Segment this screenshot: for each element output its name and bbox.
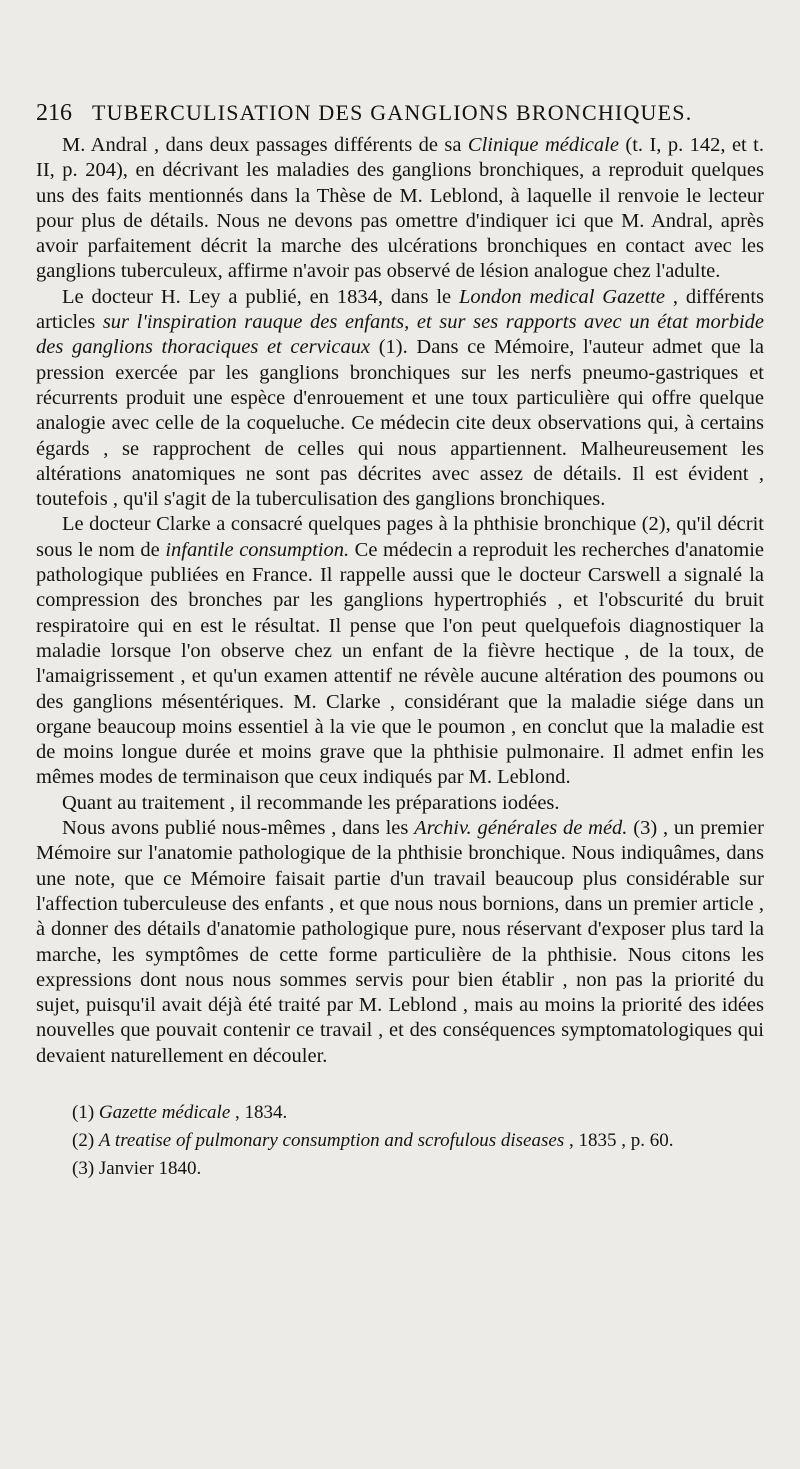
footnote	[36, 1099, 764, 1127]
italic-title: Gazette médicale	[98, 1101, 231, 1123]
footnote-number: (3)	[72, 1157, 99, 1179]
paragraph-text: (t. I, p. 142, et t. II, p. 204), en décrivant les maladies des ganglions bronchiques, a reproduit quelques uns des faits mentionnés dans la Thèse de M. Leblond, à laquelle il renvoie le lecteur pour plus de détails. Nous ne devons pas omettre d'indiquer ici que M. Andral, après avoir parfaitement décrit la marche des ulcérations bronchiques en contact avec les ganglions tuberculeux, affirme n'avoir pas observé de lésion analogue chez l'adulte.	[36, 134, 765, 283]
paragraph-text: Quant au traitement , il recommande les préparations iodées.	[62, 791, 560, 814]
paragraph	[36, 285, 764, 513]
paragraph	[36, 816, 764, 1069]
paragraph-text: Ce médecin a reproduit les recherches d'anatomie pathologique publiées en France. Il rappelle aussi que le docteur Carswell a signalé la compression des bronches par les ganglions hypertrophiés , et l'obscurité du bruit respiratoire qui en est le résultat. Il pense que l'on peut quelquefois diagnostiquer la maladie lorsque l'on observe chez un enfant de la fièvre hectique , de la toux, de l'amaigrissement , et qu'un examen attentif ne révèle aucune altération des poumons ou des ganglions mésentériques. M. Clarke , considérant que la maladie siége dans un organe beaucoup moins essentiel à la vie que le poumon , en conclut que la maladie est de moins longue durée et moins grave que la phthisie pulmonaire. Il admet enfin les mêmes modes de terminaison que ceux indiqués par M. Leblond.	[36, 538, 764, 789]
paragraph	[36, 133, 764, 285]
paragraph-text: (3) , un premier Mémoire sur l'anatomie pathologique de la phthisie bronchique. Nous indiquâmes, dans une note, que ce Mémoire faisait partie d'un travail beaucoup plus considérable sur l'affection tuberculeuse des enfants , et que nous nous bornions, dans un premier article , à donner des détails d'anatomie pathologique pure, nous réservant d'exposer plus tard la marche, les symptômes de cette forme particulière de la phthisie. Nous citons les expressions dont nous nous sommes servis pour bien établir , non pas la priorité du sujet, puisqu'il avait déjà été traité par M. Leblond , mais au moins la priorité des idées nouvelles que pouvait contenir ce travail , et des conséquences symptomatologiques qui devaient naturellement en découler.	[36, 817, 764, 1067]
italic-title: Archiv. générales de méd.	[414, 817, 628, 840]
italic-title: infantile consumption.	[165, 538, 350, 561]
footnote-text: , 1834.	[230, 1101, 288, 1123]
running-header	[36, 100, 764, 127]
footnote	[36, 1155, 764, 1183]
footnotes	[36, 1099, 764, 1183]
paragraph	[36, 791, 764, 816]
italic-title: London medical Gazette	[459, 285, 665, 308]
paragraph-text: (1). Dans ce Mémoire, l'auteur admet que la pression exercée par les ganglions bronchiques sur les nerfs pneumo-gastriques et récurrents produit une espèce d'enrouement et une toux particulière qui offre quelque analogie avec celle de la coqueluche. Ce médecin cite deux observations qui, à certains égards , se rapprochent de celles qui nous appartiennent. Malheureusement les altérations anatomiques ne sont pas décrites avec assez de détails. Il est évident , toutefois , qu'il s'agit de la tuberculisation des ganglions bronchiques.	[36, 336, 764, 511]
paragraph-text: Le docteur Clarke a consacré quelques pages à la phthisie bronchique (2), qu'il décrit sous le nom de	[36, 513, 764, 561]
footnote-text: Janvier 1840.	[98, 1157, 202, 1179]
italic-title: Clinique médicale	[467, 134, 619, 156]
body-text	[36, 133, 764, 1069]
footnote	[36, 1127, 764, 1155]
paragraph	[36, 512, 764, 790]
paragraph-text: , différents articles	[36, 285, 764, 334]
footnote-text: , 1835 , p. 60.	[564, 1129, 674, 1151]
footnote-number: (1)	[72, 1101, 99, 1123]
footnote-number: (2)	[72, 1129, 99, 1151]
paragraph-text: Nous avons publié nous-mêmes , dans les	[62, 817, 415, 840]
italic-title: sur l'inspiration rauque des enfants, et sur ses rapports avec un état morbide des ganglions thoraciques et cervicaux	[36, 311, 764, 359]
paragraph-text: Le docteur H. Ley a publié, en 1834, dans le	[62, 285, 459, 308]
page-number: 216	[36, 100, 72, 126]
paragraph-text: M. Andral , dans deux passages différents de sa	[62, 134, 468, 156]
italic-title: A treatise of pulmonary consumption and scrofulous diseases	[98, 1129, 565, 1151]
running-title: TUBERCULISATION DES GANGLIONS BRONCHIQUES.	[92, 100, 693, 125]
